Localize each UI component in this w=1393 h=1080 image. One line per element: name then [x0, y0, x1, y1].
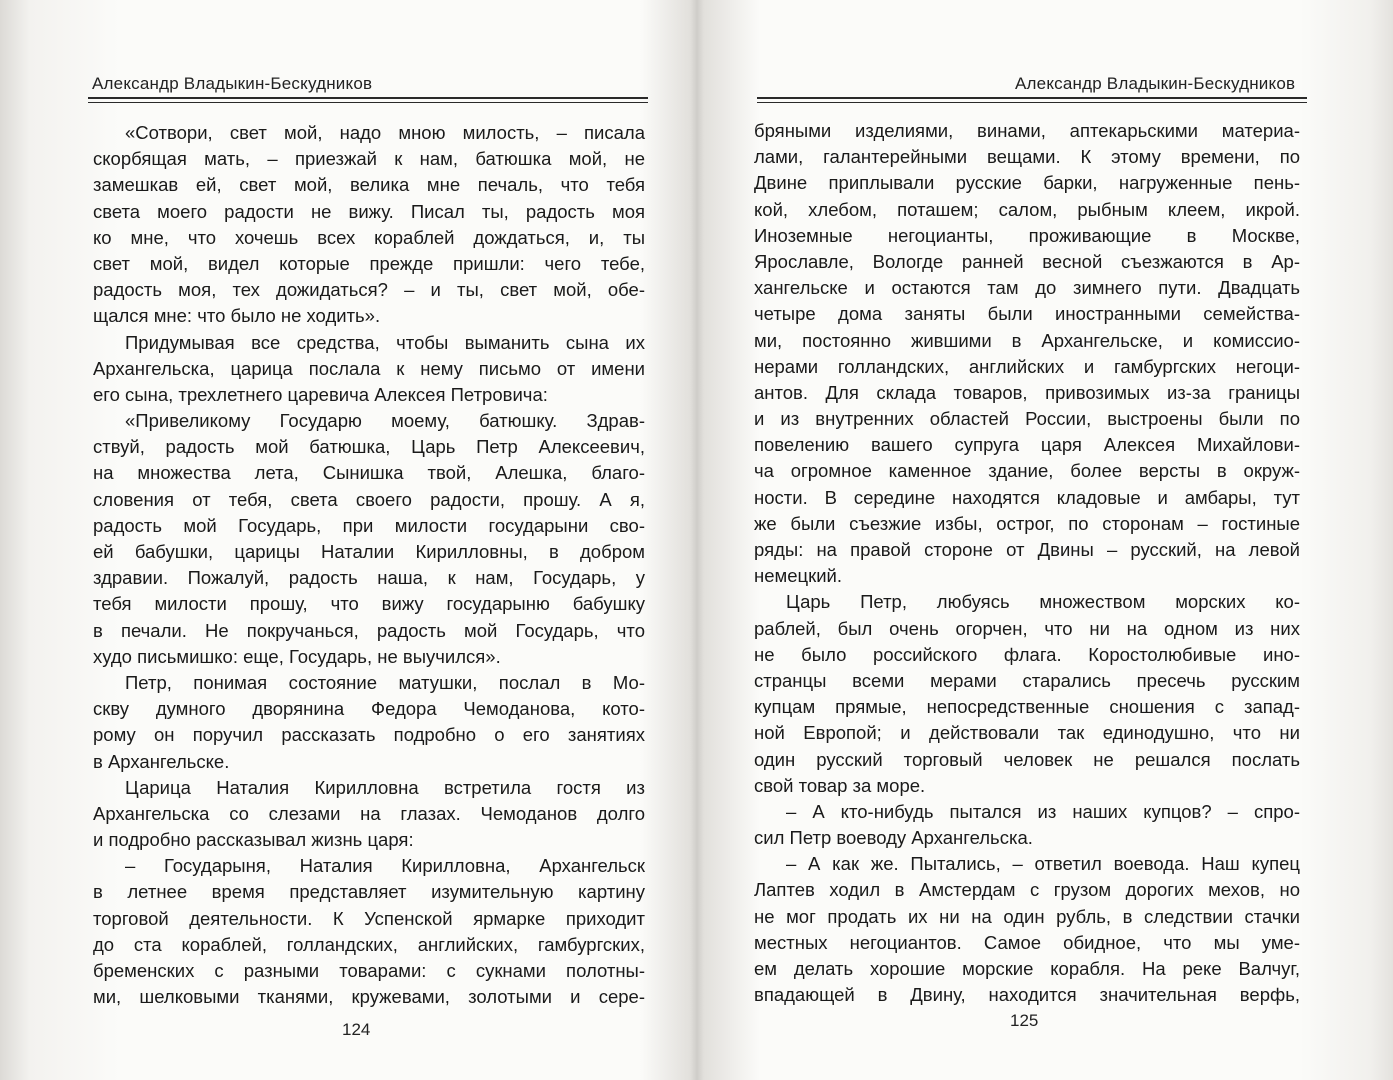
- page-number: 124: [342, 1020, 371, 1039]
- text-line: лами, галантерейными вещами. К этому времени, по: [754, 146, 1300, 168]
- text-line: свой товар за море.: [754, 774, 926, 796]
- text-line: же были съезжие избы, острог, по сторонам – гостиные: [754, 512, 1300, 534]
- text-line: в Архангельске.: [93, 750, 230, 772]
- text-line: словения от тебя, света своего радости, прошу. А я,: [93, 488, 645, 510]
- text-line: местных негоциантов. Самое обидное, что мы уме-: [754, 931, 1300, 953]
- text-line: и подробно рассказывал жизнь царя:: [93, 829, 414, 851]
- text-line: немецкий.: [754, 565, 843, 587]
- text-line: Петр, понимая состояние матушки, послал в Мо-: [125, 671, 645, 693]
- running-head: Александр Владыкин-Бескудников: [1015, 74, 1296, 93]
- text-line: раблей, был очень огорчен, что ни на одном из них: [754, 617, 1300, 639]
- text-line: Ярославле, Вологде ранней весной съезжаются в Ар-: [754, 250, 1300, 272]
- text-line: Царица Наталия Кирилловна встретила гостя из: [125, 776, 645, 798]
- text-line: ряды: на правой стороне от Двины – русский, на левой: [754, 539, 1300, 560]
- text-line: замешкав ей, свет мой, велика мне печаль, что тебя: [93, 174, 645, 196]
- text-line: не было российского флага. Коростолюбивые ино-: [754, 643, 1300, 665]
- text-line: антов. Для склада товаров, привозимых из-за границы: [754, 381, 1300, 403]
- text-line: ча огромное каменное здание, более версты в окруж-: [754, 460, 1300, 482]
- text-line: «Привеликому Государю моему, батюшку. Здрав-: [125, 410, 645, 432]
- text-line: света моего радости не вижу. Писал ты, радость моя: [93, 200, 645, 222]
- body-text: [754, 118, 1300, 1008]
- text-line: скву думного дворянина Федора Чемоданова, кото-: [93, 698, 645, 720]
- right-page: [697, 0, 1393, 1080]
- text-line: «Сотвори, свет мой, надо мною милость, – писала: [125, 122, 645, 143]
- text-line: четыре дома заняты были иностранными семейства-: [754, 303, 1300, 325]
- text-line: сил Петр воеводу Архангельска.: [754, 827, 1033, 849]
- body-text: [93, 120, 645, 1010]
- text-line: – А как же. Пытались, – ответил воевода. Наш купец: [786, 853, 1300, 875]
- text-line: его сына, трехлетнего царевича Алексея Петровича:: [93, 383, 548, 405]
- text-line: бременских с разными товарами: с сукнами полотны-: [93, 960, 645, 981]
- header-double-rule: [88, 97, 648, 105]
- text-line: кой, хлебом, поташем; салом, рыбным клеем, икрой.: [754, 198, 1300, 220]
- text-line: рому он поручил рассказать подробно о его занятиях: [93, 724, 645, 746]
- text-line: – А кто-нибудь пытался из наших купцов? – спро-: [786, 800, 1300, 822]
- text-line: на множества лета, Сынишка твой, Алешка, благо-: [93, 462, 645, 484]
- text-line: Архангельска, царица послала к нему письмо от имени: [93, 357, 645, 379]
- text-line: свет мой, видел которые прежде пришли: чего тебе,: [93, 252, 645, 274]
- text-line: Лаптев ходил в Амстердам с грузом дорогих мехов, но: [754, 879, 1300, 901]
- text-line: хангельске и остаются там до зимнего пути. Двадцать: [754, 277, 1300, 299]
- header-rule-thick: [757, 97, 1307, 99]
- header-rule-thin: [757, 102, 1307, 103]
- running-head: Александр Владыкин-Бескудников: [92, 74, 373, 93]
- text-line: ной Европой; и действовали так единодушно, что ни: [754, 722, 1300, 744]
- page-number: 125: [1010, 1011, 1039, 1030]
- text-line: торговой деятельности. К Успенской ярмарке приходит: [93, 907, 645, 929]
- text-line: тебя милости прошу, что вижу государыню бабушку: [93, 593, 645, 615]
- text-line: Иноземные негоцианты, проживающие в Москве,: [754, 224, 1300, 246]
- header-rule-thin: [88, 102, 648, 103]
- text-line: купцам прямые, непосредственные сношения с запад-: [754, 696, 1300, 718]
- text-line: ствуй, радость мой батюшка, Царь Петр Алексеевич,: [93, 436, 645, 458]
- text-line: худо письмишко: еще, Государь, не выучился».: [93, 645, 501, 667]
- text-line: нерами голландских, английских и гамбургских негоци-: [754, 355, 1300, 377]
- text-line: в печали. Не покручанься, радость мой Государь, что: [93, 619, 645, 641]
- header-rule-thick: [88, 97, 648, 99]
- text-line: здравии. Пожалуй, радость наша, к нам, Государь, у: [93, 567, 645, 589]
- text-line: ми, шелковыми тканями, кружевами, золотыми и сере-: [93, 986, 645, 1008]
- text-line: бряными изделиями, винами, аптекарьскими материа-: [754, 120, 1300, 141]
- left-page: [0, 0, 696, 1080]
- text-line: ко мне, что хочешь всех кораблей дождаться, и, ты: [93, 226, 645, 248]
- text-line: не мог продать их ни на один рубль, в следствии стачки: [754, 905, 1300, 927]
- text-line: ей бабушки, царицы Наталии Кирилловны, в добром: [93, 541, 645, 562]
- text-line: Архангельска со слезами на глазах. Чемоданов долго: [93, 802, 645, 824]
- text-line: радость мой Государь, при милости государыни сво-: [93, 514, 645, 536]
- text-line: ем делать хорошие морские корабля. На реке Валчуг,: [754, 958, 1300, 979]
- text-line: скорбящая мать, – приезжай к нам, батюшка мой, не: [93, 148, 645, 170]
- text-line: один русский торговый человек не решался послать: [754, 748, 1300, 770]
- text-line: щался мне: что было не ходить».: [93, 305, 381, 327]
- text-line: радость моя, тех дожидаться? – и ты, свет мой, обе-: [93, 279, 645, 301]
- text-line: – Государыня, Наталия Кирилловна, Архангельск: [125, 855, 645, 877]
- text-line: повелению вашего супруга царя Алексея Михайлови-: [754, 434, 1300, 456]
- text-line: странцы всеми мерами старались пресечь русским: [754, 669, 1300, 691]
- text-line: Царь Петр, любуясь множеством морских ко-: [786, 591, 1300, 613]
- text-line: ми, постоянно жившими в Архангельске, и комиссио-: [754, 329, 1300, 351]
- text-line: Двине приплывали русские барки, нагруженные пень-: [754, 172, 1300, 194]
- text-line: и из внутренних областей России, выстроены были по: [754, 408, 1300, 430]
- header-double-rule: [757, 97, 1307, 105]
- text-line: ности. В середине находятся кладовые и амбары, тут: [754, 486, 1300, 508]
- text-line: до ста кораблей, голландских, английских, гамбургских,: [93, 933, 645, 955]
- text-line: впадающей в Двину, находится значительная верфь,: [754, 984, 1300, 1006]
- text-line: Придумывая все средства, чтобы выманить сына их: [125, 331, 645, 353]
- text-line: в летнее время представляет изумительную картину: [93, 881, 645, 903]
